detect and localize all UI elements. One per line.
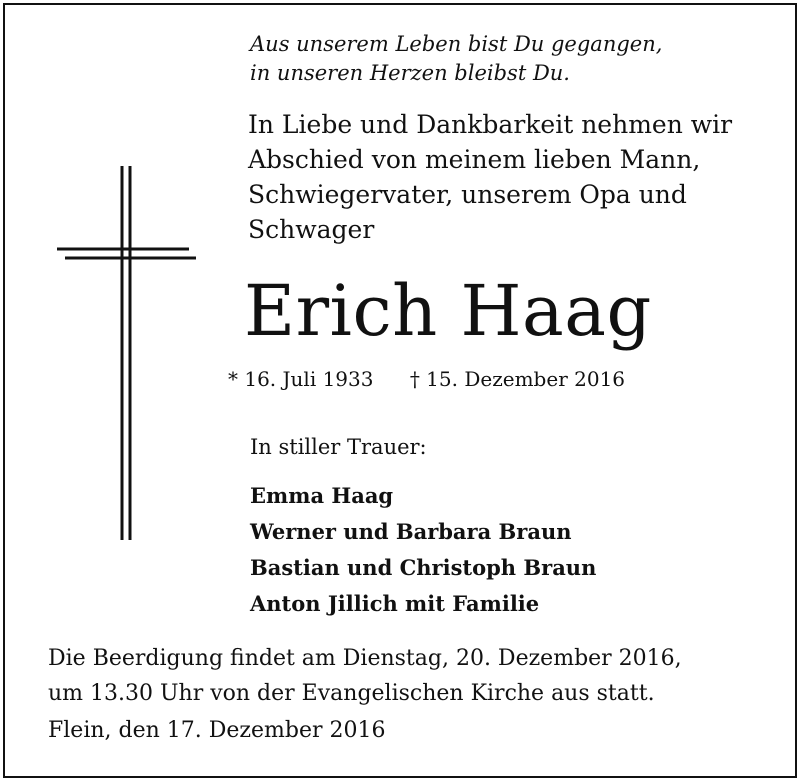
family-member: Werner und Barbara Braun (250, 519, 572, 544)
mourning-label: In stiller Trauer: (250, 435, 427, 459)
intro-line: In Liebe und Dankbarkeit nehmen wir (248, 110, 733, 139)
family-member: Emma Haag (250, 483, 394, 508)
intro-line: Schwiegervater, unserem Opa und (248, 180, 687, 209)
family-member: Anton Jillich mit Familie (250, 591, 540, 616)
birth-date: * 16. Juli 1933 (228, 367, 374, 391)
funeral-line: um 13.30 Uhr von der Evangelischen Kirche aus statt. (48, 681, 655, 706)
intro-line: Schwager (248, 215, 375, 244)
family-list (250, 478, 596, 622)
motto (250, 30, 662, 88)
intro-text (248, 107, 732, 247)
funeral-line: Die Beerdigung findet am Dienstag, 20. Dezember 2016, (48, 646, 682, 671)
place-date: Flein, den 17. Dezember 2016 (48, 718, 386, 743)
life-dates (228, 365, 625, 393)
deceased-name: Erich Haag (244, 270, 652, 352)
motto-line: Aus unserem Leben bist Du gegangen, (250, 32, 663, 56)
death-date: † 15. Dezember 2016 (409, 367, 626, 391)
family-member: Bastian und Christoph Braun (250, 555, 597, 580)
funeral-info (48, 641, 682, 711)
motto-line: in unseren Herzen bleibst Du. (250, 61, 570, 85)
intro-line: Abschied von meinem lieben Mann, (248, 145, 701, 174)
